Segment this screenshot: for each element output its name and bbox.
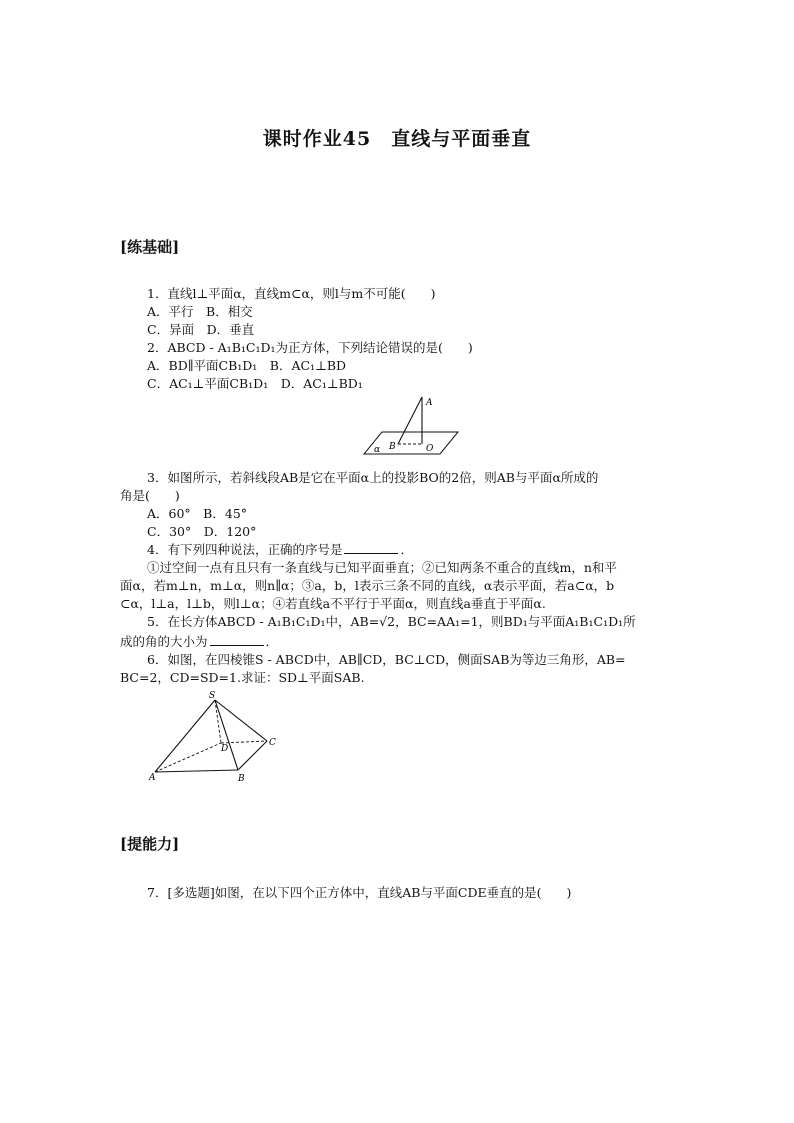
question-1-options-ab: A．平行 B．相交 <box>147 304 253 319</box>
figure-pyramid-sabcd <box>145 688 285 784</box>
question-3-stem-line2: 角是( ) <box>120 488 180 503</box>
page-title: 课时作业45 直线与平面垂直 <box>262 128 532 150</box>
edge-dc <box>221 741 267 743</box>
section-heading-basic: [练基础] <box>120 238 180 256</box>
question-4-stem-text: 4．有下列四种说法，正确的序号是 <box>147 542 343 557</box>
question-5-line2-end: ． <box>265 634 279 649</box>
question-4-stem <box>147 541 413 559</box>
question-2-stem: 2．ABCD - A₁B₁C₁D₁为正方体，下列结论错误的是( ) <box>147 340 473 355</box>
question-6-line2: BC=2，CD=SD=1.求证：SD⊥平面SAB. <box>120 670 365 685</box>
fig1-label-a: A <box>426 398 433 408</box>
question-4-line3: ⊂α，l⊥a，l⊥b，则l⊥α；④若直线a不平行于平面α，则直线a垂直于平面α. <box>120 596 546 611</box>
question-7-stem: 7．[多选题]如图，在以下四个正方体中，直线AB与平面CDE垂直的是( ) <box>147 885 572 900</box>
fig1-label-alpha: α <box>374 445 381 455</box>
edge-sd <box>215 700 221 743</box>
fig2-label-d: D <box>221 744 229 754</box>
fig2-label-a: A <box>149 773 156 783</box>
question-3-options-cd: C．30° D．120° <box>147 524 257 539</box>
edge-ad <box>155 743 221 772</box>
fig2-label-s: S <box>209 691 216 701</box>
edge-ab <box>155 770 238 772</box>
fig1-label-o: O <box>426 444 434 454</box>
edge-sc <box>215 700 267 741</box>
fig1-label-b: B <box>389 442 396 452</box>
edge-sb <box>215 700 238 770</box>
question-2-options-cd: C．AC₁⊥平面CB₁D₁ D．AC₁⊥BD₁ <box>147 376 363 391</box>
question-3-options-ab: A．60° B．45° <box>147 506 248 521</box>
fig2-label-c: C <box>269 738 276 748</box>
question-1-options-cd: C．异面 D．垂直 <box>147 322 255 337</box>
answer-blank[interactable] <box>210 633 264 646</box>
question-2-options-ab: A．BD∥平面CB₁D₁ B．AC₁⊥BD <box>147 358 347 373</box>
question-4-line1: ①过空间一点有且只有一条直线与已知平面垂直；②已知两条不重合的直线m，n和平 <box>147 560 617 575</box>
question-5-line1: 5．在长方体ABCD - A₁B₁C₁D₁中，AB=√2，BC=AA₁=1，则BD₁与平面A₁B₁C₁D₁所 <box>147 614 636 629</box>
question-6-line1: 6．如图，在四棱锥S - ABCD中，AB∥CD，BC⊥CD，侧面SAB为等边三角形，AB= <box>147 652 626 667</box>
edge-bc <box>238 741 267 770</box>
answer-blank[interactable] <box>344 541 398 554</box>
question-1-stem: 1．直线l⊥平面α，直线m⊂α，则l与m不可能( ) <box>147 286 436 301</box>
segment-ab <box>398 397 422 444</box>
figure-oblique-line-plane <box>360 392 460 462</box>
fig2-label-b: B <box>238 774 245 784</box>
question-5-line2-text: 成的角的大小为 <box>120 634 208 649</box>
edge-sa <box>155 700 215 772</box>
question-3-stem-line1: 3．如图所示，若斜线段AB是它在平面α上的投影BO的2倍，则AB与平面α所成的 <box>147 470 599 485</box>
question-4-stem-end: ． <box>400 542 413 557</box>
question-4-line2: 面α，若m⊥n，m⊥α，则n∥α；③a，b，l表示三条不同的直线，α表示平面，若a⊂α，b <box>120 578 615 593</box>
section-heading-advanced: [提能力] <box>120 835 180 853</box>
question-5-line2 <box>120 633 278 651</box>
